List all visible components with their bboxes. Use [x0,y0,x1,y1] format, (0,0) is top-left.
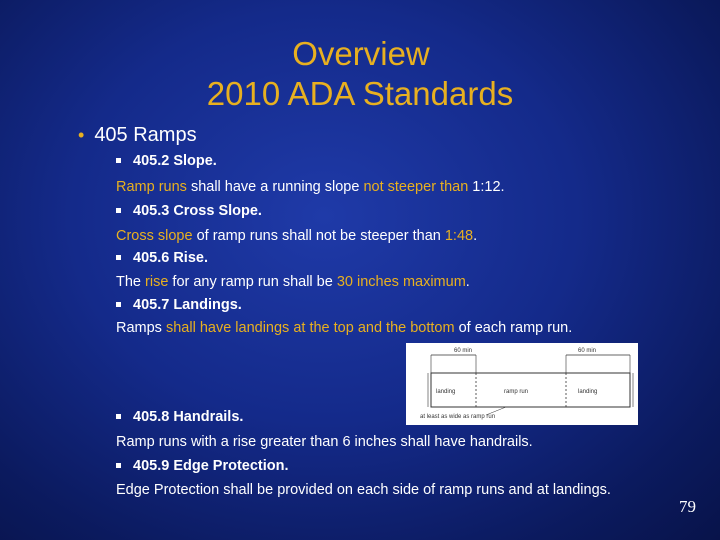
main-bullet-text: 405 Ramps [94,124,197,146]
text-segment: Cross slope [116,228,193,244]
text-segment: of each ramp run. [454,320,573,336]
text-segment: Ramp runs with a rise greater than 6 inches shall have handrails. [116,434,533,450]
dim-label-left: 60 min [454,348,473,354]
list-item-text [116,320,572,336]
ramp-diagram-svg [406,343,638,425]
title-line-1: Overview [292,35,430,72]
square-bullet-icon [116,208,121,213]
square-bullet-icon [116,255,121,260]
text-segment: 30 inches maximum [336,274,466,290]
list-item-text [116,179,505,195]
label-landing-right: landing [578,389,598,395]
square-bullet-icon [116,302,121,307]
slide-number: 79 [679,497,696,516]
ramp-landing-diagram [406,343,638,425]
text-segment: The [116,274,146,290]
text-segment: Ramps [116,320,166,336]
text-segment: shall have landings at the top and the bottom [165,320,455,336]
label-width-note: at least as wide as ramp run [420,414,496,420]
list-item-heading: 405.8 Handrails. [116,409,243,425]
list-item-text [116,228,477,244]
list-item-heading: 405.3 Cross Slope. [116,203,262,219]
text-segment: of ramp runs shall not be steeper than [192,228,445,244]
text-segment: Edge Protection shall be provided on each side of ramp runs and at landings. [116,482,611,498]
dim-label-right: 60 min [578,348,597,354]
text-segment: shall have a running slope [186,179,364,195]
list-item-heading: 405.7 Landings. [116,297,242,313]
square-bullet-icon [116,414,121,419]
main-bullet [78,124,197,147]
list-item-heading: 405.6 Rise. [116,250,208,266]
text-segment: 1:12. [468,179,505,195]
text-segment: not steeper than [363,179,469,195]
square-bullet-icon [116,463,121,468]
square-bullet-icon [116,158,121,163]
text-segment: rise [145,274,169,290]
label-landing-left: landing [436,389,456,395]
label-ramp-run: ramp run [504,389,529,395]
title-line-2: 2010 ADA Standards [206,75,514,112]
list-item-heading: 405.9 Edge Protection. [116,458,289,474]
list-item-text [116,482,611,498]
text-segment: 1:48 [444,228,474,244]
text-segment: . [473,228,478,244]
text-segment: Ramp runs [116,179,187,195]
list-item-heading: 405.2 Slope. [116,153,217,169]
text-segment: . [465,274,470,290]
bullet-dot-icon: • [78,125,85,145]
list-item-text [116,434,533,450]
slide-title [0,34,720,114]
text-segment: for any ramp run shall be [168,274,337,290]
list-item-text [116,274,470,290]
